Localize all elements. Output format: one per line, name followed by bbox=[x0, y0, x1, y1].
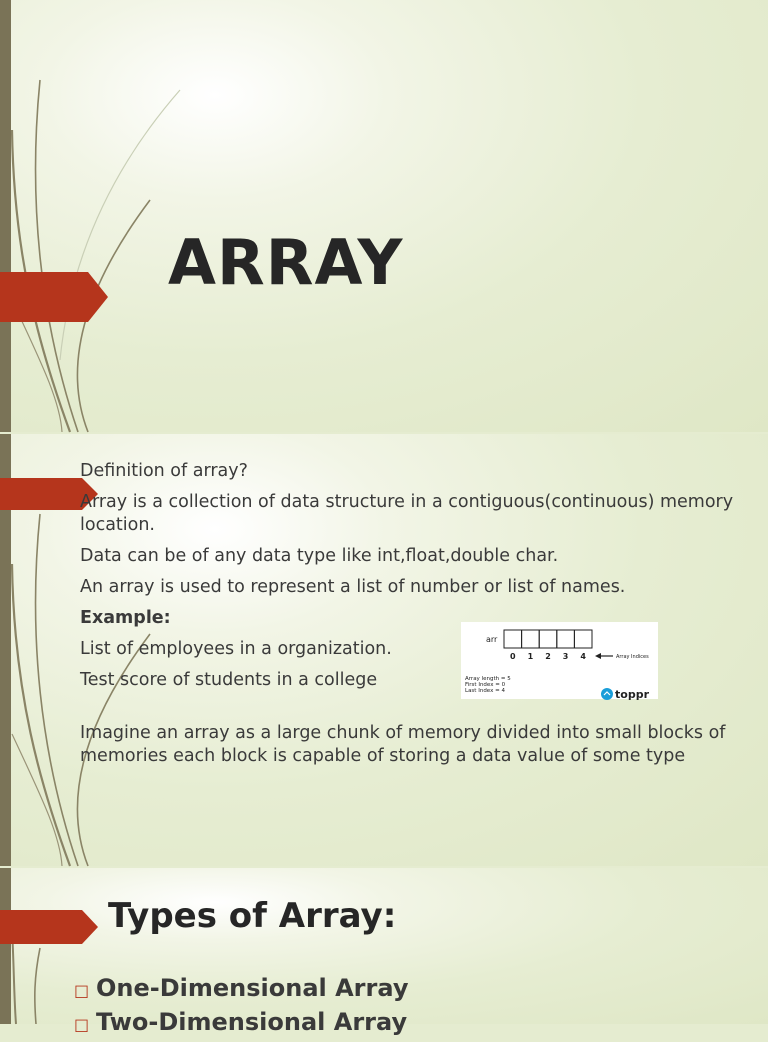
data-type-text: Data can be of any data type like int,float,double char. bbox=[80, 546, 559, 566]
list-item-label: One-Dimensional Array bbox=[96, 974, 409, 1002]
definition-content bbox=[80, 460, 740, 776]
types-list bbox=[74, 974, 408, 1042]
example-heading: Example: bbox=[80, 608, 171, 628]
arrow-head-icon bbox=[595, 653, 601, 659]
list-item-label: Two-Dimensional Array bbox=[96, 1008, 408, 1036]
usage-text: An array is used to represent a list of number or list of names. bbox=[80, 577, 626, 597]
list-item bbox=[74, 1008, 408, 1036]
list-item bbox=[74, 974, 408, 1002]
first-index-label: First Index = 0 bbox=[465, 682, 506, 688]
array-indices-label: Array Indices bbox=[616, 654, 649, 660]
accent-ribbon bbox=[0, 910, 100, 944]
index-label: 2 bbox=[545, 652, 551, 661]
types-heading: Types of Array: bbox=[108, 896, 397, 936]
brand-logo-text: toppr bbox=[615, 688, 649, 701]
index-label: 0 bbox=[510, 652, 516, 661]
toppr-logo-icon bbox=[601, 688, 613, 700]
bullet-icon: □ bbox=[74, 981, 90, 1000]
array-length-label: Array length = 5 bbox=[465, 676, 511, 682]
array-diagram-image bbox=[461, 622, 658, 699]
index-label: 4 bbox=[580, 652, 586, 661]
bullet-icon: □ bbox=[74, 1015, 90, 1034]
slide-title bbox=[0, 0, 768, 432]
index-label: 1 bbox=[527, 652, 534, 661]
decorative-swoosh bbox=[0, 0, 200, 432]
slide-types bbox=[0, 868, 768, 1036]
index-label: 3 bbox=[562, 652, 569, 661]
accent-ribbon bbox=[0, 272, 110, 322]
memory-analogy-text: Imagine an array as a large chunk of memory divided into small blocks of memories each block is capable of storing a data value of some type bbox=[80, 723, 726, 766]
array-cells bbox=[504, 630, 592, 648]
array-name-label: arr bbox=[486, 635, 498, 644]
last-index-label: Last Index = 4 bbox=[465, 688, 505, 694]
slide-title-heading: ARRAY bbox=[168, 226, 404, 299]
slide-definition bbox=[0, 434, 768, 866]
definition-text: Array is a collection of data structure in a contiguous(continuous) memory location. bbox=[80, 492, 734, 535]
example-scores: Test score of students in a college bbox=[80, 670, 378, 690]
example-employees: List of employees in a organization. bbox=[80, 639, 392, 659]
definition-question: Definition of array? bbox=[80, 461, 248, 481]
